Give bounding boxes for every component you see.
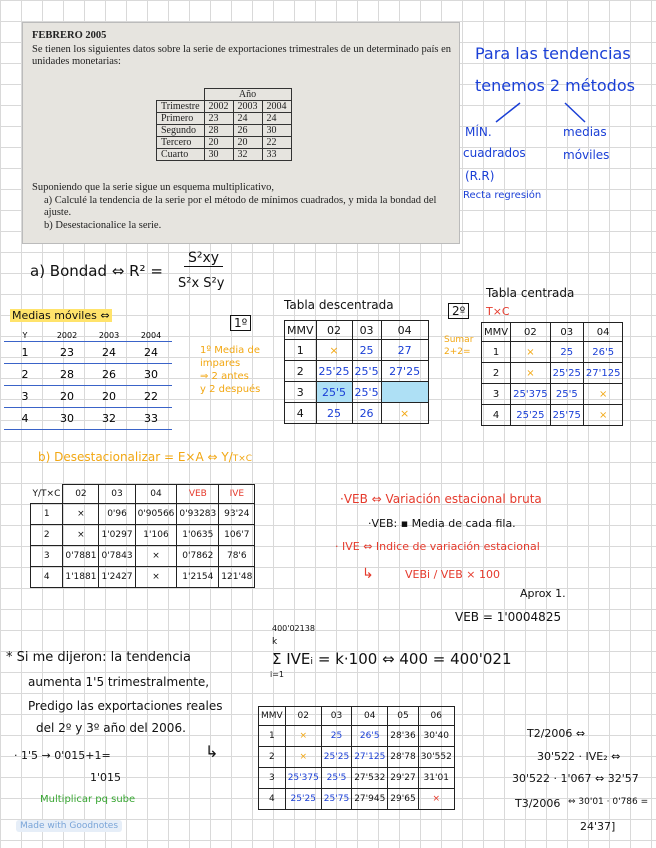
exam-assume: Suponiendo que la serie sigue un esquema multiplicativo, [32, 182, 275, 193]
txc-label: T×C [486, 305, 510, 318]
desc-table: MMV 02 03 04 1 × 25 27 2 25'25 25'5 27'25 3 25'5 25'5 4 25 26 × [284, 320, 429, 424]
trimestre-header: Trimestre [157, 101, 205, 113]
arrow-icon: ↳ [362, 566, 374, 582]
table-row: 2 × 25'25 27'125 28'78 30'552 [259, 747, 455, 768]
sum-ive-formula: Σ IVEᵢ = k·100 ⇔ 400 = 400'021 [272, 650, 512, 668]
predict-line-3: Predigo las exportaciones reales [28, 699, 223, 713]
year-col: 2004 [262, 101, 291, 113]
table-row: 2 × 1'0297 1'106 1'0635 106'7 [31, 525, 255, 546]
year-header: Año [204, 89, 291, 101]
moviles-label: móviles [563, 148, 610, 162]
table-row: 2 25'25 25'5 27'25 [285, 361, 429, 382]
desest-text: b) Desestacionalizar = E×A ⇔ Y/ [38, 450, 233, 464]
table-row: 1 × 25 26'5 28'36 30'40 [259, 726, 455, 747]
table-row: 3 20 20 22 [4, 386, 172, 408]
t2-value: 30'522 · IVE₂ ⇔ [537, 750, 621, 763]
multiply-note: Multiplicar pq sube [40, 794, 136, 805]
year-col: 2003 [233, 101, 262, 113]
arrow-down-right-icon: ↳ [205, 742, 219, 761]
veb-mean-note: ·VEB: ▪ Media de cada fila. [368, 517, 516, 530]
goodnotes-watermark: Made with Goodnotes [16, 820, 122, 832]
table-row: 4 25 26 × [285, 403, 429, 424]
bondad-formula: a) Bondad ⇔ R² = [30, 262, 163, 280]
medias-moviles-title: Medias móviles ⇔ [12, 309, 110, 322]
veb-total: 400'02138 [272, 624, 315, 633]
trend-note-1: Para las tendencias [475, 44, 631, 63]
table-row: 4 25'25 25'75 27'945 29'65 × [259, 789, 455, 810]
table-row: Primero 23 24 24 [157, 113, 292, 125]
tabla-centrada-title: Tabla centrada [486, 286, 575, 300]
exam-table [156, 88, 292, 161]
table-row: 3 25'375 25'5 27'532 29'27 31'01 [259, 768, 455, 789]
exam-intro: Se tienen los siguientes datos sobre la serie de exportaciones trimestrales de un determinado país en unidades monetarias: [32, 44, 452, 67]
veb-definition: ·VEB ⇔ Variación estacional bruta [340, 492, 542, 506]
sum-i: i=1 [270, 670, 285, 679]
cuadrados-label: cuadrados [463, 146, 526, 160]
ive-definition: · IVE ⇔ Indice de variación estacional [335, 540, 540, 553]
pred-table: MMV 02 03 04 05 06 1 × 25 26'5 28'36 30'40 2 × 25'25 27'125 28'78 30'552 3 25'375 25'5 27'532 29'27 31'01 4 25'25 25'75 27'945 29'65 × [258, 706, 455, 810]
table-row: 1 × 0'96 0'90566 0'93283 93'24 [31, 504, 255, 525]
predict-line-2: aumenta 1'5 trimestralmente, [28, 675, 210, 689]
t3-calc: ⇔ 30'01 · 0'786 = [568, 797, 649, 807]
cent-table: MMV 02 03 04 1 × 25 26'5 2 × 25'25 27'125 3 25'375 25'5 × 4 25'25 25'75 × [481, 322, 623, 426]
desest-title [38, 450, 252, 464]
table-row: Cuarto 30 32 33 [157, 149, 292, 161]
step-1-note: 1º Media de impares ⇒ 2 antes y 2 después [200, 345, 261, 395]
t3-label: T3/2006 [515, 797, 561, 810]
table-row: 1 × 25 27 [285, 340, 429, 361]
t3-result: 24'37] [580, 820, 616, 833]
step-2-box: 2º [448, 303, 469, 319]
tabla-descentrada-title: Tabla descentrada [284, 298, 394, 312]
exam-photo [22, 22, 460, 244]
table-row: 2 28 26 30 [4, 364, 172, 386]
sum-note: Sumar 2+2= [444, 335, 474, 357]
table-row: 3 25'375 25'5 × [482, 384, 623, 405]
table-row: Segundo 28 26 30 [157, 125, 292, 137]
table-row: 3 0'7881 0'7843 × 0'7862 78'6 [31, 546, 255, 567]
predict-line-1: * Si me dijeron: la tendencia [6, 650, 191, 665]
aprox-note: Aprox 1. [520, 587, 566, 600]
table-row: 1 × 25 26'5 [482, 342, 623, 363]
ive-formula: VEBi / VEB × 100 [405, 568, 501, 581]
recta-label: Recta regresión [463, 190, 542, 201]
veb-bar-value: VEB = 1'0004825 [455, 610, 562, 624]
sum-k: k [272, 637, 278, 647]
ive-table: Y/T×C 02 03 04 VEB IVE 1 × 0'96 0'90566 0'93283 93'24 2 × 1'0297 1'106 1'0635 106'7 3 0'7881 0'7843 × 0'7862 78'6 4 1'1881 1'2427 × 1'2154 121'48 [30, 484, 255, 588]
year-col: 2002 [204, 101, 233, 113]
medias-label: medias [563, 125, 607, 139]
bondad-denominator: S²x S²y [178, 276, 225, 291]
bondad-numerator: S²xy [184, 250, 223, 267]
exam-title: FEBRERO 2005 [32, 30, 107, 41]
predict-line-4: del 2º y 3º año del 2006. [36, 721, 186, 735]
mm-data-table: Y 2002 2003 2004 1 23 24 24 2 28 26 30 3 20 20 22 4 30 32 33 [4, 330, 172, 430]
table-row: 1 23 24 24 [4, 342, 172, 364]
desest-sub: T×C [232, 454, 253, 464]
step-1-box: 1º [230, 315, 251, 331]
exam-question-a: a) Calculé la tendencia de la serie por el método de mínimos cuadrados, y mida la bondad del ajuste. [44, 195, 437, 218]
table-row: 2 × 25'25 27'125 [482, 363, 623, 384]
calc-line-1: · 1'5 → 0'015+1= [14, 749, 111, 762]
calc-line-2: 1'015 [90, 771, 122, 784]
t2-calc: 30'522 · 1'067 ⇔ 32'57 [512, 772, 639, 785]
min-label: MÍN. [465, 125, 492, 139]
t2-label: T2/2006 ⇔ [527, 727, 586, 740]
table-row: 4 25'25 25'75 × [482, 405, 623, 426]
table-row: 4 30 32 33 [4, 408, 172, 430]
table-row: 4 1'1881 1'2427 × 1'2154 121'48 [31, 567, 255, 588]
rr-label: (R.R) [465, 169, 495, 183]
table-row: Tercero 20 20 22 [157, 137, 292, 149]
exam-question-b: b) Desestacionalice la serie. [44, 220, 162, 231]
table-row: 3 25'5 25'5 [285, 382, 429, 403]
trend-note-2: tenemos 2 métodos [475, 76, 635, 95]
